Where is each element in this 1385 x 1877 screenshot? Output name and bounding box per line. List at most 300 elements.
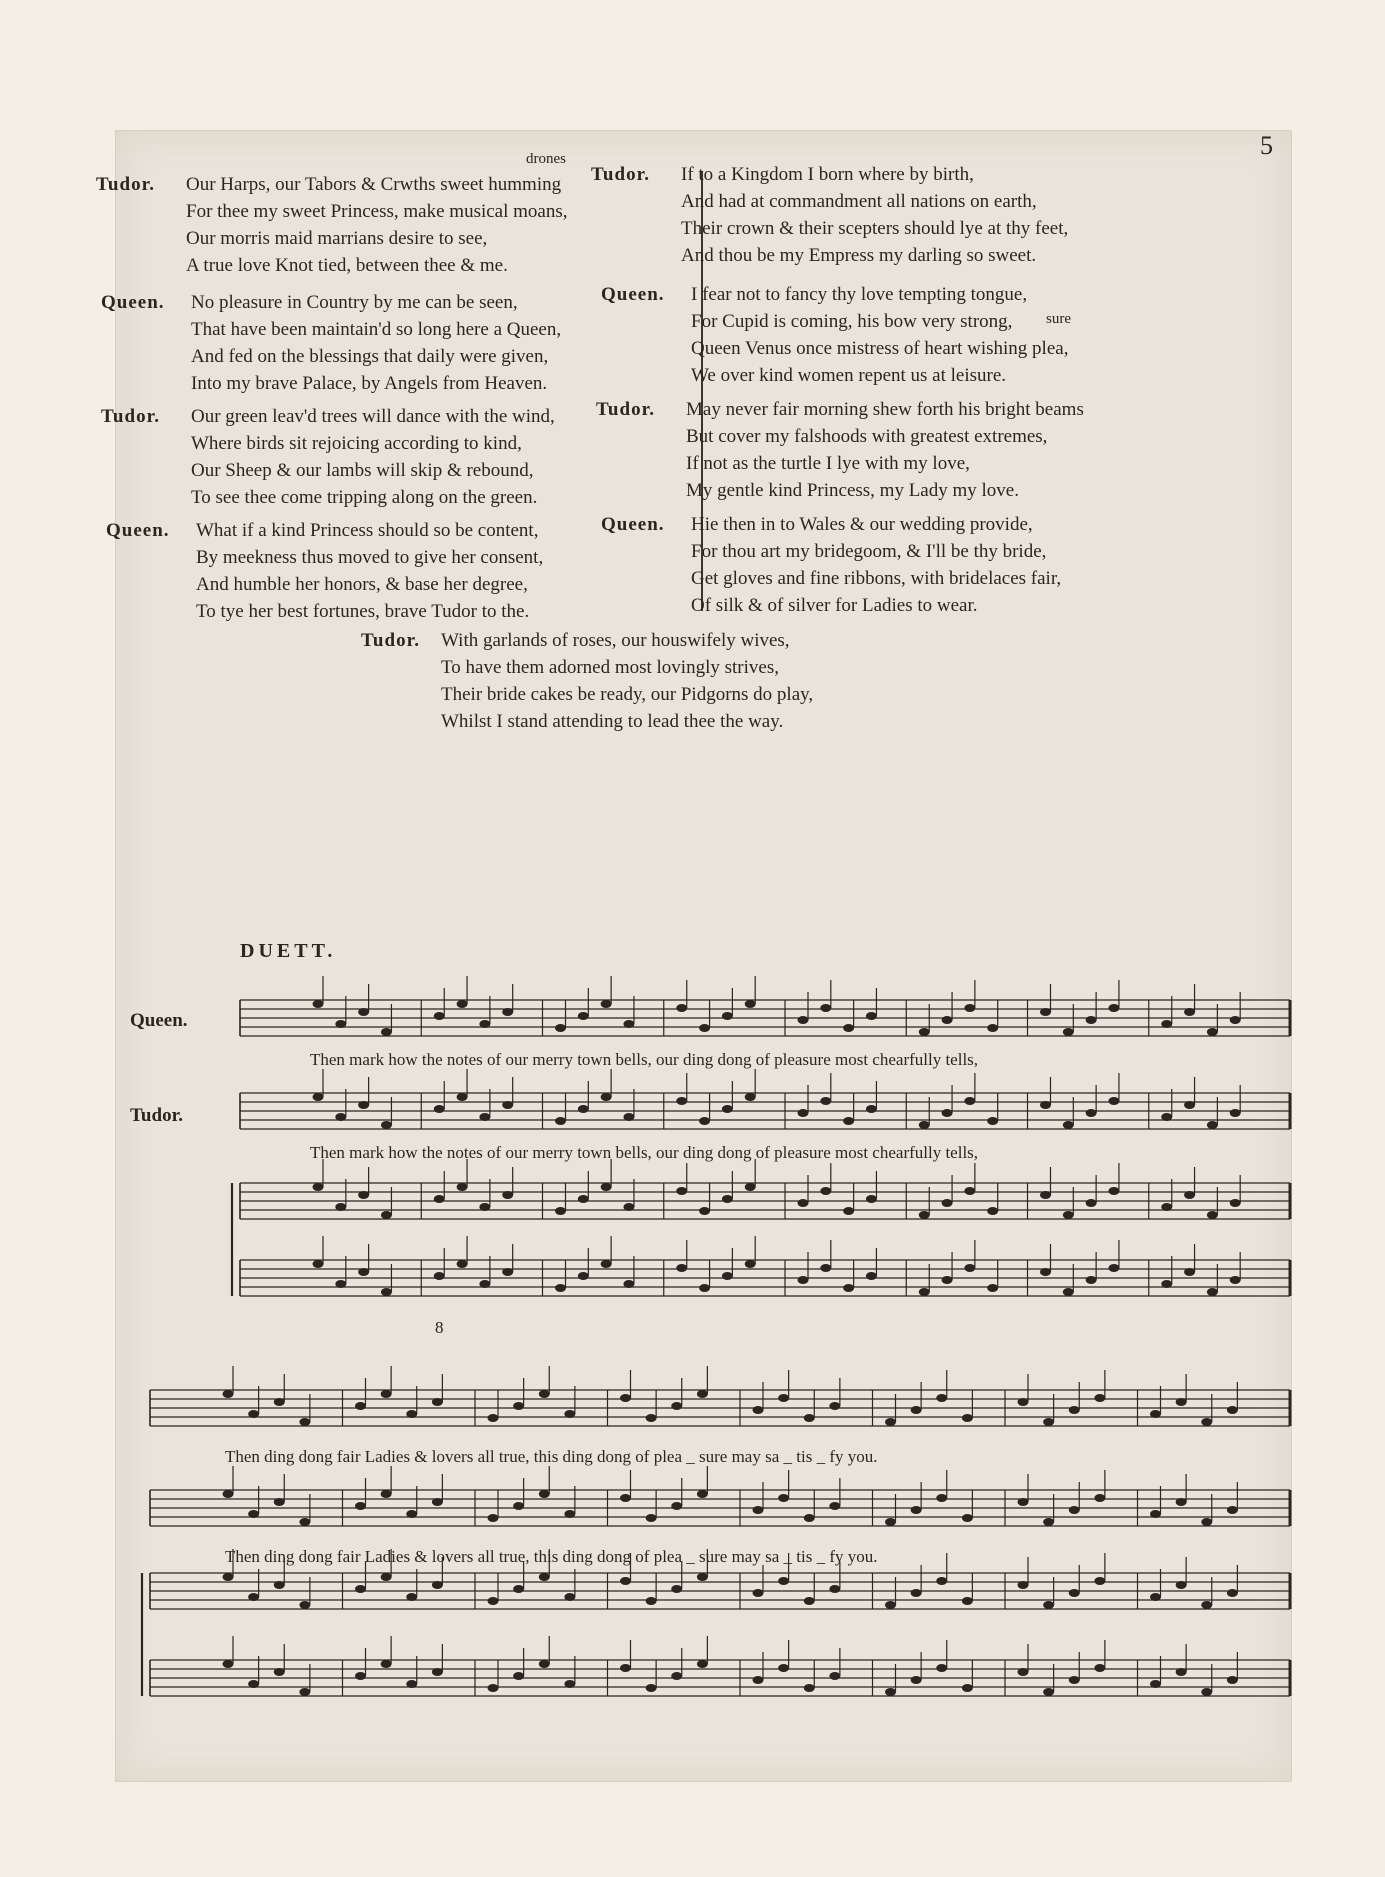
verse-line: May never fair morning shew forth his bright beams <box>686 399 1084 420</box>
note-head <box>646 1514 657 1522</box>
note-head <box>479 1020 490 1028</box>
note-head <box>676 1264 687 1272</box>
verse-line: Where birds sit rejoicing according to kind, <box>191 433 522 454</box>
note-head <box>555 1024 566 1032</box>
note-head <box>820 1264 831 1272</box>
note-head <box>1227 1589 1238 1597</box>
note-head <box>623 1203 634 1211</box>
note-head <box>964 1004 975 1012</box>
note-head <box>513 1402 524 1410</box>
ottava-mark: 8 <box>435 1318 444 1337</box>
note-head <box>358 1191 369 1199</box>
note-head <box>620 1494 631 1502</box>
note-head <box>1069 1506 1080 1514</box>
note-head <box>1040 1101 1051 1109</box>
verse-note-sure: sure <box>1046 311 1071 327</box>
note-head <box>1230 1199 1241 1207</box>
verse-line: That have been maintain'd so long here a Queen, <box>191 319 562 340</box>
note-head <box>745 1000 756 1008</box>
note-head <box>1207 1028 1218 1036</box>
note-head <box>313 1000 324 1008</box>
page-number: 5 <box>1260 131 1273 160</box>
verse-line: We over kind women repent us at leisure. <box>691 365 1007 386</box>
note-head <box>513 1585 524 1593</box>
verse-line: Queen Venus once mistress of heart wishing plea, <box>691 338 1069 359</box>
note-head <box>843 1207 854 1215</box>
note-head <box>1108 1004 1119 1012</box>
verse-speaker: Tudor. <box>361 630 421 651</box>
note-head <box>942 1199 953 1207</box>
note-head <box>381 1490 392 1498</box>
verse-line: I fear not to fancy thy love tempting tongue, <box>691 284 1028 305</box>
note-head <box>1063 1121 1074 1129</box>
note-head <box>885 1688 896 1696</box>
note-head <box>1184 1268 1195 1276</box>
note-head <box>1150 1593 1161 1601</box>
verse-line: Our morris maid marrians desire to see, <box>186 228 488 249</box>
verse-line: To see thee come tripping along on the green. <box>191 487 538 508</box>
note-head <box>778 1394 789 1402</box>
verse-line: Whilst I stand attending to lead thee the way. <box>441 711 784 732</box>
note-head <box>1150 1680 1161 1688</box>
note-head <box>406 1593 417 1601</box>
note-head <box>798 1016 809 1024</box>
note-head <box>964 1187 975 1195</box>
note-head <box>1040 1191 1051 1199</box>
note-head <box>502 1101 513 1109</box>
note-head <box>964 1264 975 1272</box>
note-head <box>820 1097 831 1105</box>
verse-line: If not as the turtle I lye with my love, <box>686 453 970 474</box>
note-head <box>885 1601 896 1609</box>
note-head <box>601 1183 612 1191</box>
note-head <box>434 1272 445 1280</box>
note-head <box>936 1494 947 1502</box>
note-head <box>406 1510 417 1518</box>
note-head <box>488 1514 499 1522</box>
verse-line: For Cupid is coming, his bow very strong, <box>691 311 1013 332</box>
note-head <box>962 1597 973 1605</box>
note-head <box>223 1573 234 1581</box>
note-head <box>274 1668 285 1676</box>
note-head <box>1161 1280 1172 1288</box>
note-head <box>381 1573 392 1581</box>
note-head <box>1108 1097 1119 1105</box>
verse-note-drones: drones <box>526 151 566 167</box>
note-head <box>843 1024 854 1032</box>
note-head <box>434 1105 445 1113</box>
note-head <box>1043 1688 1054 1696</box>
note-head <box>745 1093 756 1101</box>
note-head <box>804 1684 815 1692</box>
note-head <box>829 1672 840 1680</box>
note-head <box>671 1502 682 1510</box>
note-head <box>804 1414 815 1422</box>
note-head <box>601 1093 612 1101</box>
note-head <box>1086 1276 1097 1284</box>
verse-speaker: Tudor. <box>596 399 656 420</box>
note-head <box>919 1288 930 1296</box>
verse-line: Hie then in to Wales & our wedding provide, <box>691 514 1033 535</box>
note-head <box>1018 1581 1029 1589</box>
note-head <box>539 1390 550 1398</box>
note-head <box>539 1660 550 1668</box>
note-head <box>406 1680 417 1688</box>
note-head <box>936 1664 947 1672</box>
note-head <box>1227 1676 1238 1684</box>
note-head <box>646 1414 657 1422</box>
note-head <box>671 1402 682 1410</box>
note-head <box>722 1272 733 1280</box>
note-head <box>829 1502 840 1510</box>
note-head <box>555 1207 566 1215</box>
note-head <box>843 1117 854 1125</box>
note-head <box>753 1589 764 1597</box>
note-head <box>778 1494 789 1502</box>
note-head <box>620 1394 631 1402</box>
note-head <box>313 1260 324 1268</box>
note-head <box>987 1117 998 1125</box>
note-head <box>381 1390 392 1398</box>
note-head <box>432 1668 443 1676</box>
note-head <box>539 1573 550 1581</box>
note-head <box>911 1406 922 1414</box>
note-head <box>1063 1211 1074 1219</box>
note-head <box>248 1510 259 1518</box>
note-head <box>355 1672 366 1680</box>
note-head <box>1043 1601 1054 1609</box>
note-head <box>488 1597 499 1605</box>
lyrics-line-4: Then ding dong fair Ladies & lovers all true, this ding dong of plea _ sure may sa _ tis _ fy you. <box>225 1547 878 1566</box>
note-head <box>1201 1518 1212 1526</box>
note-head <box>911 1589 922 1597</box>
note-head <box>1184 1191 1195 1199</box>
note-head <box>1201 1418 1212 1426</box>
verse-speaker: Queen. <box>601 514 665 535</box>
verse-line: A true love Knot tied, between thee & me. <box>186 255 508 276</box>
note-head <box>502 1008 513 1016</box>
note-head <box>1150 1510 1161 1518</box>
verse-line: Our Harps, our Tabors & Crwths sweet humming <box>186 174 562 195</box>
note-head <box>987 1207 998 1215</box>
note-head <box>646 1597 657 1605</box>
note-head <box>623 1113 634 1121</box>
note-head <box>942 1016 953 1024</box>
note-head <box>699 1024 710 1032</box>
note-head <box>434 1012 445 1020</box>
note-head <box>1227 1406 1238 1414</box>
note-head <box>1094 1664 1105 1672</box>
note-head <box>355 1502 366 1510</box>
note-head <box>457 1000 468 1008</box>
note-head <box>936 1394 947 1402</box>
note-head <box>1043 1418 1054 1426</box>
note-head <box>406 1410 417 1418</box>
note-head <box>358 1101 369 1109</box>
note-head <box>676 1187 687 1195</box>
verse-speaker: Tudor. <box>96 174 156 195</box>
note-head <box>1150 1410 1161 1418</box>
note-head <box>1207 1211 1218 1219</box>
note-head <box>502 1268 513 1276</box>
note-head <box>1094 1394 1105 1402</box>
note-head <box>699 1117 710 1125</box>
verse-line: To tye her best fortunes, brave Tudor to the. <box>196 601 530 622</box>
note-head <box>697 1390 708 1398</box>
note-head <box>248 1410 259 1418</box>
note-head <box>601 1260 612 1268</box>
note-head <box>1069 1589 1080 1597</box>
note-head <box>798 1276 809 1284</box>
note-head <box>722 1105 733 1113</box>
note-head <box>223 1490 234 1498</box>
note-head <box>962 1414 973 1422</box>
verse-speaker: Tudor. <box>101 406 161 427</box>
verse-line: For thou art my bridegoom, & I'll be thy bride, <box>691 541 1047 562</box>
note-head <box>866 1012 877 1020</box>
note-head <box>1161 1113 1172 1121</box>
note-head <box>942 1276 953 1284</box>
note-head <box>1184 1008 1195 1016</box>
note-head <box>578 1012 589 1020</box>
note-head <box>804 1597 815 1605</box>
note-head <box>555 1284 566 1292</box>
verse-speaker: Queen. <box>106 520 170 541</box>
note-head <box>697 1490 708 1498</box>
note-head <box>671 1585 682 1593</box>
note-head <box>274 1498 285 1506</box>
note-head <box>335 1280 346 1288</box>
note-head <box>885 1418 896 1426</box>
note-head <box>488 1414 499 1422</box>
note-head <box>620 1664 631 1672</box>
note-head <box>1086 1199 1097 1207</box>
note-head <box>962 1684 973 1692</box>
note-head <box>457 1093 468 1101</box>
note-head <box>1230 1109 1241 1117</box>
note-head <box>578 1105 589 1113</box>
note-head <box>539 1490 550 1498</box>
note-head <box>798 1199 809 1207</box>
note-head <box>911 1506 922 1514</box>
note-head <box>1184 1101 1195 1109</box>
verse-line: And had at commandment all nations on earth, <box>681 191 1037 212</box>
note-head <box>313 1183 324 1191</box>
note-head <box>843 1284 854 1292</box>
note-head <box>274 1398 285 1406</box>
verse-line: By meekness thus moved to give her consent, <box>196 547 544 568</box>
verse-line: What if a kind Princess should so be content, <box>196 520 539 541</box>
verse-line: If to a Kingdom I born where by birth, <box>681 164 974 185</box>
note-head <box>564 1680 575 1688</box>
note-head <box>1018 1668 1029 1676</box>
note-head <box>753 1676 764 1684</box>
note-head <box>1176 1498 1187 1506</box>
verse-line: And fed on the blessings that daily were given, <box>191 346 549 367</box>
note-head <box>911 1676 922 1684</box>
note-head <box>479 1280 490 1288</box>
note-head <box>335 1020 346 1028</box>
verse-line: Of silk & of silver for Ladies to wear. <box>691 595 978 616</box>
note-head <box>1108 1187 1119 1195</box>
note-head <box>804 1514 815 1522</box>
note-head <box>866 1105 877 1113</box>
note-head <box>355 1585 366 1593</box>
note-head <box>1086 1109 1097 1117</box>
note-head <box>866 1195 877 1203</box>
note-head <box>829 1585 840 1593</box>
note-head <box>1094 1577 1105 1585</box>
verse-speaker: Queen. <box>601 284 665 305</box>
note-head <box>919 1211 930 1219</box>
note-head <box>1176 1581 1187 1589</box>
verse-line: And thou be my Empress my darling so sweet. <box>681 245 1037 266</box>
verse-line: Our green leav'd trees will dance with the wind, <box>191 406 555 427</box>
note-head <box>987 1024 998 1032</box>
note-head <box>479 1203 490 1211</box>
note-head <box>578 1195 589 1203</box>
note-head <box>1094 1494 1105 1502</box>
note-head <box>820 1187 831 1195</box>
verse-line: Get gloves and fine ribbons, with bridelaces fair, <box>691 568 1062 589</box>
note-head <box>564 1410 575 1418</box>
note-head <box>722 1012 733 1020</box>
note-head <box>381 1660 392 1668</box>
note-head <box>1063 1028 1074 1036</box>
note-head <box>248 1680 259 1688</box>
note-head <box>1108 1264 1119 1272</box>
note-head <box>1040 1268 1051 1276</box>
note-head <box>1018 1498 1029 1506</box>
note-head <box>381 1121 392 1129</box>
note-head <box>885 1518 896 1526</box>
note-head <box>820 1004 831 1012</box>
note-head <box>513 1502 524 1510</box>
lyrics-line-1: Then mark how the notes of our merry town bells, our ding dong of pleasure most chearfully tells, <box>310 1050 979 1069</box>
note-head <box>936 1577 947 1585</box>
note-head <box>987 1284 998 1292</box>
note-head <box>488 1684 499 1692</box>
note-head <box>1069 1676 1080 1684</box>
verse-line: My gentle kind Princess, my Lady my love. <box>686 480 1019 501</box>
note-head <box>866 1272 877 1280</box>
note-head <box>274 1581 285 1589</box>
queen-staff-label: Queen. <box>130 1010 188 1031</box>
note-head <box>676 1004 687 1012</box>
note-head <box>753 1406 764 1414</box>
note-head <box>699 1207 710 1215</box>
note-head <box>699 1284 710 1292</box>
note-head <box>829 1402 840 1410</box>
note-head <box>578 1272 589 1280</box>
tudor-staff-label: Tudor. <box>130 1105 184 1126</box>
note-head <box>1086 1016 1097 1024</box>
note-head <box>1161 1203 1172 1211</box>
verse-line: Their crown & their scepters should lye at thy feet, <box>681 218 1069 239</box>
note-head <box>778 1664 789 1672</box>
note-head <box>697 1660 708 1668</box>
note-head <box>753 1506 764 1514</box>
note-head <box>697 1573 708 1581</box>
verse-line: No pleasure in Country by me can be seen, <box>191 292 518 313</box>
note-head <box>564 1510 575 1518</box>
note-head <box>646 1684 657 1692</box>
note-head <box>1230 1276 1241 1284</box>
note-head <box>434 1195 445 1203</box>
verse-line: Our Sheep & our lambs will skip & rebound, <box>191 460 534 481</box>
note-head <box>722 1195 733 1203</box>
note-head <box>745 1183 756 1191</box>
note-head <box>1069 1406 1080 1414</box>
note-head <box>335 1113 346 1121</box>
note-head <box>457 1183 468 1191</box>
note-head <box>432 1398 443 1406</box>
note-head <box>964 1097 975 1105</box>
note-head <box>335 1203 346 1211</box>
note-head <box>1018 1398 1029 1406</box>
note-head <box>623 1280 634 1288</box>
note-head <box>601 1000 612 1008</box>
note-head <box>313 1093 324 1101</box>
note-head <box>1227 1506 1238 1514</box>
note-head <box>432 1581 443 1589</box>
verse-line: But cover my falshoods with greatest extremes, <box>686 426 1048 447</box>
note-head <box>457 1260 468 1268</box>
note-head <box>355 1402 366 1410</box>
note-head <box>381 1028 392 1036</box>
note-head <box>223 1390 234 1398</box>
note-head <box>1201 1688 1212 1696</box>
verse-line: Their bride cakes be ready, our Pidgorns do play, <box>441 684 814 705</box>
note-head <box>919 1028 930 1036</box>
note-head <box>1176 1668 1187 1676</box>
verse-line: To have them adorned most lovingly strives, <box>441 657 779 678</box>
note-head <box>676 1097 687 1105</box>
note-head <box>223 1660 234 1668</box>
note-head <box>671 1672 682 1680</box>
note-head <box>299 1601 310 1609</box>
note-head <box>479 1113 490 1121</box>
note-head <box>1040 1008 1051 1016</box>
verse-line: And humble her honors, & base her degree, <box>196 574 528 595</box>
verse-line: Into my brave Palace, by Angels from Heaven. <box>191 373 548 394</box>
note-head <box>1043 1518 1054 1526</box>
note-head <box>248 1593 259 1601</box>
note-head <box>919 1121 930 1129</box>
verse-line: For thee my sweet Princess, make musical moans, <box>186 201 568 222</box>
lyrics-line-2: Then mark how the notes of our merry town bells, our ding dong of pleasure most chearfully tells, <box>310 1143 979 1162</box>
note-head <box>942 1109 953 1117</box>
note-head <box>358 1008 369 1016</box>
note-head <box>1201 1601 1212 1609</box>
note-head <box>745 1260 756 1268</box>
verse-line: With garlands of roses, our houswifely wives, <box>441 630 790 651</box>
note-head <box>432 1498 443 1506</box>
note-head <box>1063 1288 1074 1296</box>
duett-title: DUETT. <box>240 940 337 962</box>
note-head <box>381 1211 392 1219</box>
note-head <box>1230 1016 1241 1024</box>
note-head <box>620 1577 631 1585</box>
note-head <box>1207 1121 1218 1129</box>
note-head <box>502 1191 513 1199</box>
note-head <box>1161 1020 1172 1028</box>
note-head <box>555 1117 566 1125</box>
note-head <box>564 1593 575 1601</box>
note-head <box>623 1020 634 1028</box>
note-head <box>299 1688 310 1696</box>
lyrics-line-3: Then ding dong fair Ladies & lovers all true, this ding dong of plea _ sure may sa _ tis _ fy you. <box>225 1447 878 1466</box>
